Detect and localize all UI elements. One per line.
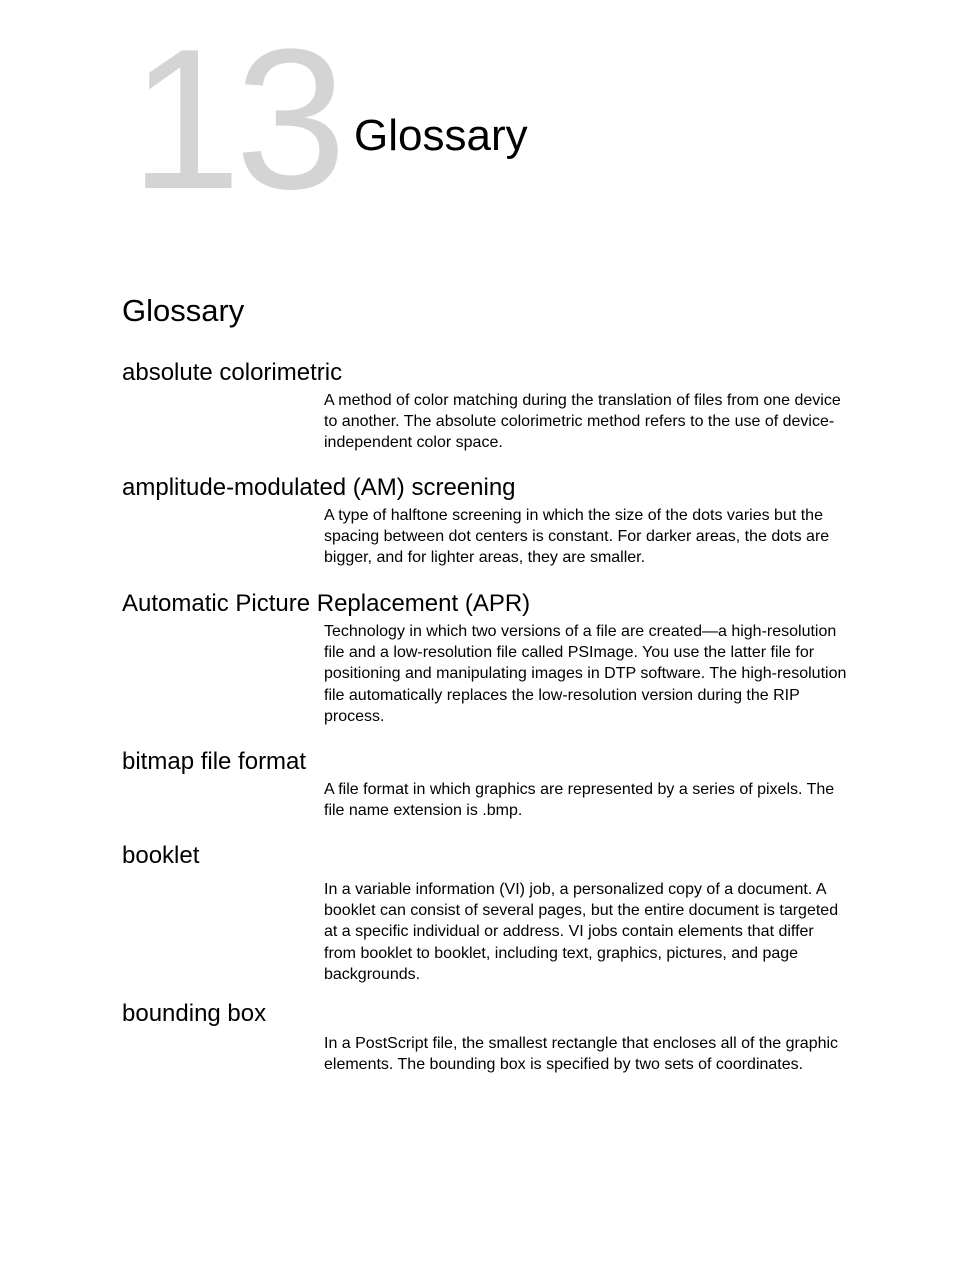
glossary-term: booklet <box>122 842 200 869</box>
glossary-term: absolute colorimetric <box>122 359 343 386</box>
glossary-entry <box>122 997 850 1075</box>
glossary-definition: In a PostScript file, the smallest rectangle that encloses all of the graphic elements. The bounding box is specified by two sets of coordinates. <box>324 1035 839 1074</box>
glossary-entry <box>122 356 850 454</box>
glossary-term: amplitude-modulated (AM) screening <box>122 474 516 501</box>
chapter-title: Glossary <box>354 111 528 160</box>
section-heading: Glossary <box>122 293 245 328</box>
glossary-definition: A type of halftone screening in which the size of the dots varies but the spacing between dot centers is constant. For darker areas, the dots are bigger, and for lighter areas, they are smaller. <box>324 507 830 567</box>
glossary-term: bitmap file format <box>122 748 307 775</box>
glossary-definition: Technology in which two versions of a file are created—a high-resolution file and a low-resolution file called PSImage. You use the latter file for positioning and manipulating images in DTP software. The high-resolution file automatically replaces the low-resolution version during the RIP process. <box>324 623 847 725</box>
glossary-entry <box>122 587 850 727</box>
chapter-number: 13 <box>130 8 341 231</box>
glossary-term: Automatic Picture Replacement (APR) <box>122 590 531 617</box>
glossary-definition: A method of color matching during the translation of files from one device to another. The absolute colorimetric method refers to the use of device-independent color space. <box>324 392 841 452</box>
glossary-entry <box>122 745 850 821</box>
glossary-entry <box>122 839 850 985</box>
glossary-term: bounding box <box>122 1000 267 1027</box>
glossary-definition: A file format in which graphics are represented by a series of pixels. The file name extension is .bmp. <box>324 781 835 820</box>
glossary-entry <box>122 471 850 569</box>
glossary-definition: In a variable information (VI) job, a personalized copy of a document. A booklet can consist of several pages, but the entire document is targeted at a specific individual or address. VI jobs contain elements that differ from booklet to booklet, including text, graphics, pictures, and page backgrounds. <box>324 881 839 983</box>
